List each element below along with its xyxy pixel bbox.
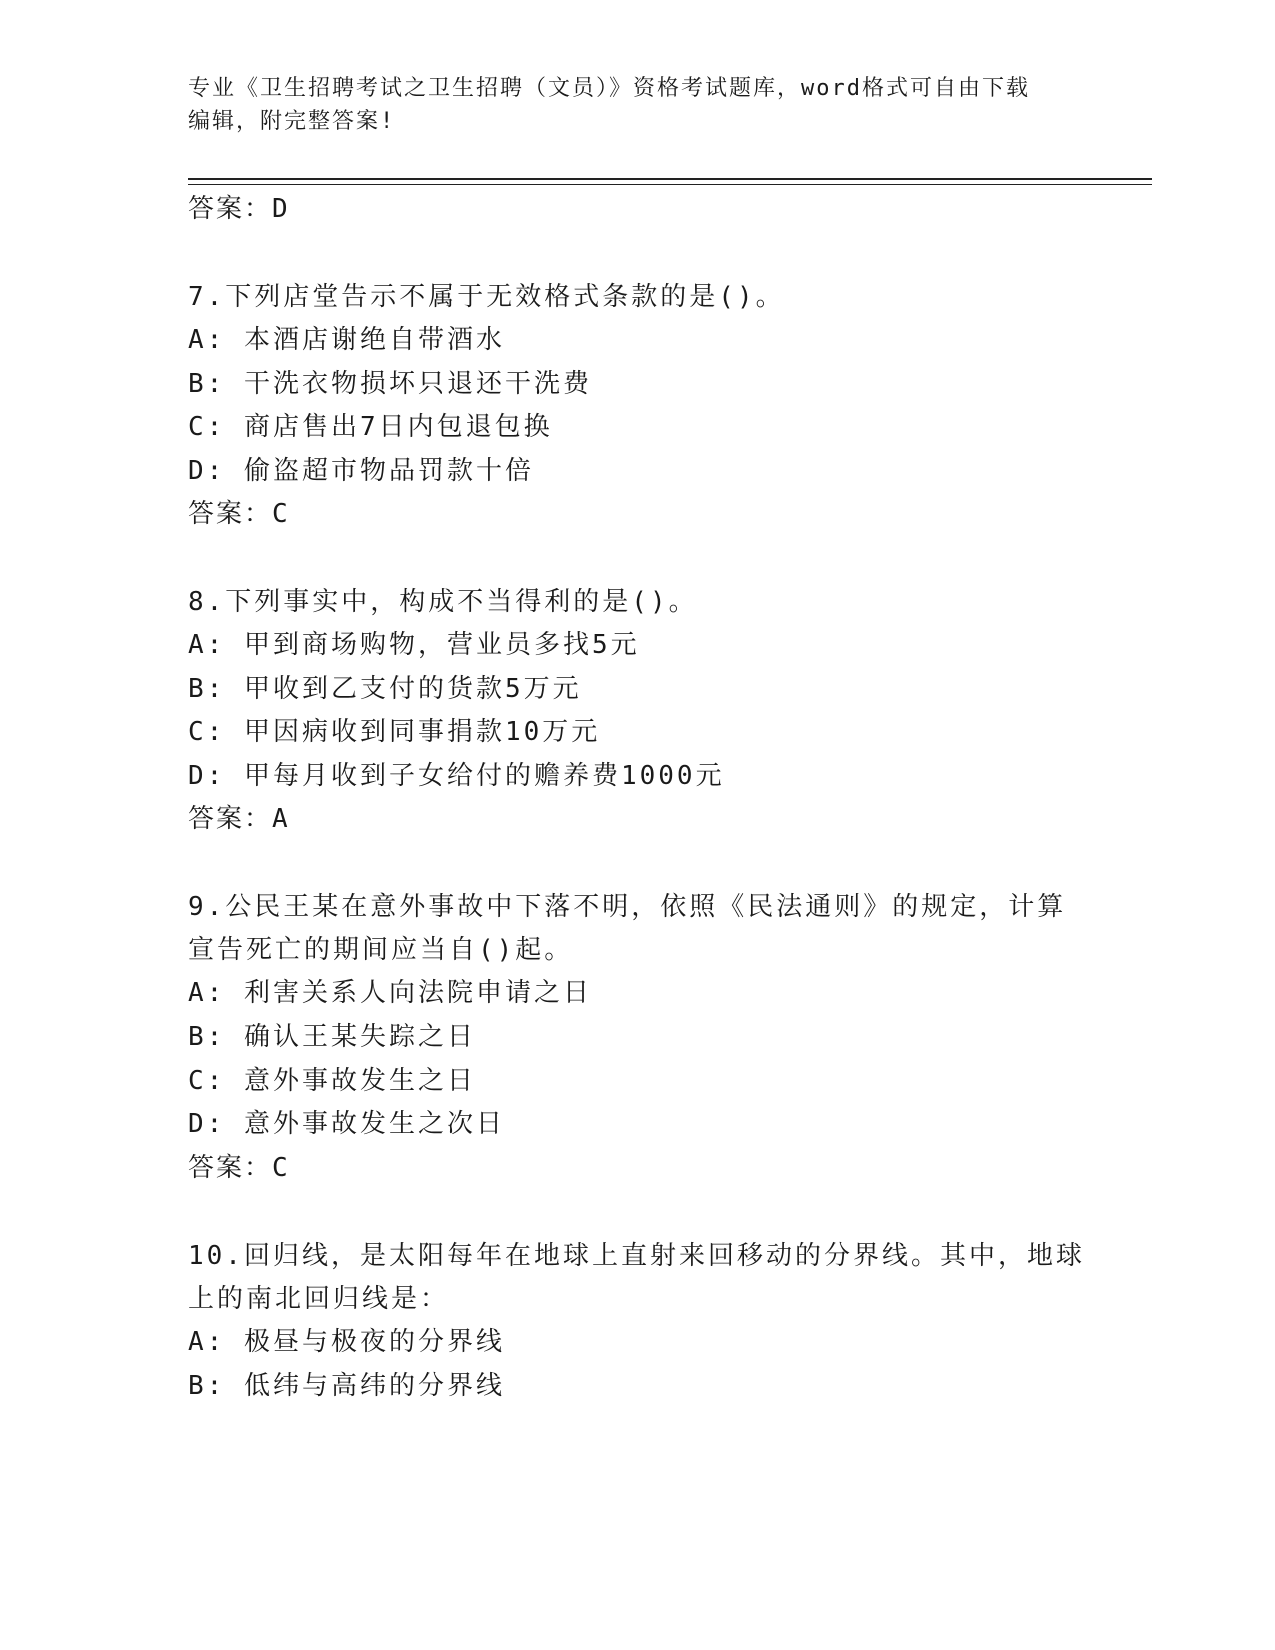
q9-option-c: C: 意外事故发生之日 — [188, 1066, 476, 1096]
q8-option-b: B: 甲收到乙支付的货款5万元 — [188, 674, 582, 704]
question-9-line-2: 宣告死亡的期间应当自()起。 — [188, 935, 574, 965]
answer-previous: 答案：D — [188, 194, 290, 224]
header-line-1: 专业《卫生招聘考试之卫生招聘（文员）》资格考试题库，word格式可自由下载 — [188, 76, 1030, 101]
q7-option-d: D: 偷盗超市物品罚款十倍 — [188, 456, 534, 486]
q8-option-a: A: 甲到商场购物，营业员多找5元 — [188, 630, 640, 660]
q10-option-a: A: 极昼与极夜的分界线 — [188, 1327, 505, 1357]
header-rule-thick — [188, 178, 1152, 180]
document-header — [188, 72, 1068, 138]
q8-answer: 答案：A — [188, 804, 290, 834]
header-line-2: 编辑，附完整答案! — [188, 109, 396, 134]
question-7: 7.下列店堂告示不属于无效格式条款的是()。 — [188, 282, 785, 312]
q9-option-d: D: 意外事故发生之次日 — [188, 1109, 505, 1139]
question-10-line-2: 上的南北回归线是： — [188, 1284, 450, 1314]
q9-option-b: B: 确认王某失踪之日 — [188, 1022, 476, 1052]
header-rule-thin — [188, 184, 1152, 185]
q10-option-b: B: 低纬与高纬的分界线 — [188, 1371, 505, 1401]
question-10-line-1: 10.回归线，是太阳每年在地球上直射来回移动的分界线。其中，地球 — [188, 1241, 1085, 1271]
q7-option-c: C: 商店售出7日内包退包换 — [188, 412, 553, 442]
q9-option-a: A: 利害关系人向法院申请之日 — [188, 978, 592, 1008]
q7-answer: 答案：C — [188, 499, 290, 529]
q9-answer: 答案：C — [188, 1153, 290, 1183]
q8-option-c: C: 甲因病收到同事捐款10万元 — [188, 717, 601, 747]
question-8: 8.下列事实中，构成不当得利的是()。 — [188, 587, 698, 617]
q8-option-d: D: 甲每月收到子女给付的赡养费1000元 — [188, 761, 725, 791]
q7-option-a: A: 本酒店谢绝自带酒水 — [188, 325, 505, 355]
q7-option-b: B: 干洗衣物损坏只退还干洗费 — [188, 369, 592, 399]
question-9-line-1: 9.公民王某在意外事故中下落不明，依照《民法通则》的规定，计算 — [188, 892, 1067, 922]
